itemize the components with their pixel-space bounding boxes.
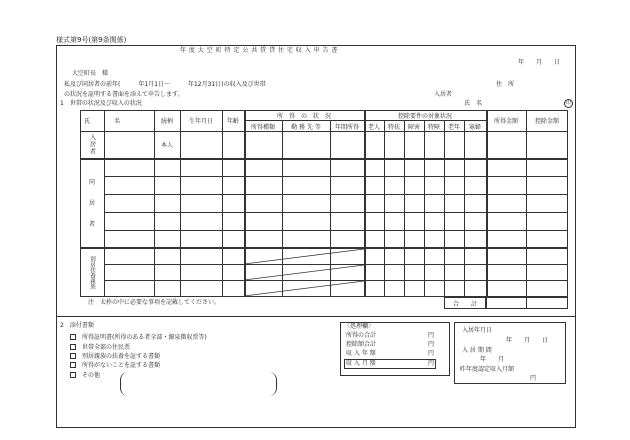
- dependent-income-strikes: [244, 247, 364, 297]
- processing-row-label: 所得の合計: [346, 332, 377, 339]
- name-label: 氏 名: [464, 100, 483, 107]
- checkbox-icon[interactable]: [70, 353, 76, 359]
- col-name-header: 氏 名: [84, 118, 121, 125]
- deduction-col-special-disability: 特障: [427, 123, 440, 131]
- checkbox-icon[interactable]: [70, 334, 76, 340]
- section2-title: 2 添付書類: [60, 322, 94, 329]
- deduction-col-elderly: 老人: [367, 123, 380, 131]
- income-col-annual: 年間所得: [334, 123, 359, 131]
- checkbox-icon[interactable]: [70, 344, 76, 350]
- declaration-line2: の状況を証明する書面を添えて申告します。: [64, 91, 184, 98]
- move-in-date-label: 入居年月日: [462, 327, 493, 334]
- processing-title: 〈処理欄〉: [344, 323, 375, 330]
- income-col-employer: 勤 務 先 等: [291, 123, 321, 131]
- move-in-date-value: 年 月 日: [506, 337, 549, 344]
- attachment-item[interactable]: 世帯全部の住民票: [70, 344, 130, 351]
- deduction-col-widow: 寡婦: [468, 123, 481, 131]
- deduction-group-header: 控除要件の対象状況: [397, 112, 452, 120]
- deduction-col-special-dependent: 特扶: [387, 123, 400, 131]
- address-label: 住 所: [496, 81, 515, 88]
- checkbox-icon[interactable]: [70, 362, 76, 368]
- attachment-item[interactable]: 所得がないことを証する書類: [70, 362, 160, 369]
- row-label-resident: 入居者: [88, 134, 96, 155]
- move-in-period-label: 入 居 期 間: [462, 347, 492, 354]
- processing-row-unit: 円: [428, 350, 435, 357]
- section1-title: 1 世帯の状況及び収入の状況: [60, 100, 142, 107]
- row-label-dependent: 別居扶養親族: [89, 256, 95, 289]
- processing-row-label: 収 入 年 額: [346, 350, 376, 357]
- resident-label: 入居者: [434, 91, 453, 98]
- attachment-item[interactable]: その他: [70, 372, 100, 379]
- form-title: 年 度 大 空 町 特 定 公 共 賃 貸 住 宅 収 入 申 告 書: [180, 47, 338, 54]
- processing-row-unit: 円: [428, 341, 435, 348]
- certified-income-unit: 円: [530, 375, 537, 382]
- col-birth-header: 生年月日: [188, 118, 213, 125]
- col-relation-header: 続柄: [160, 118, 173, 125]
- resident-relation: 本人: [160, 142, 173, 149]
- table-note: 注 太枠の中に必要な事項を記載してください。: [88, 299, 221, 306]
- processing-row-label: 収 入 月 額: [346, 360, 376, 367]
- declaration-line1: 私及び同居者の前年( 年1月1日～ 年12月31日)の収入及び世帯: [64, 81, 266, 88]
- deduction-col-senior: 老年: [447, 123, 460, 131]
- attachment-item[interactable]: 別居親族の扶養を証する書類: [70, 353, 160, 360]
- date-line: 年 月 日: [518, 59, 561, 66]
- row-label-cohabitant-3: 者: [88, 220, 95, 228]
- processing-row-unit: 円: [428, 332, 435, 339]
- seal-mark: 印: [565, 100, 571, 106]
- col-income-amount-header: 所得金額: [493, 118, 518, 125]
- col-age-header: 年齢: [226, 118, 239, 125]
- total-label: 合 計: [452, 300, 477, 308]
- deduction-col-disability: 障害: [407, 123, 420, 131]
- processing-row-label: 控除額合計: [346, 341, 377, 348]
- form-number: 様式第9号(第9条関係): [56, 36, 127, 44]
- certified-income-label: 昨年度認定収入月額: [460, 366, 515, 373]
- col-deduction-amount-header: 控除金額: [534, 118, 559, 125]
- income-col-type: 所得種類: [250, 123, 275, 131]
- total-value-box: [486, 297, 568, 309]
- row-label-cohabitant-1: 同: [88, 178, 95, 186]
- addressee: 大空町長 様: [72, 70, 109, 77]
- row-label-cohabitant-2: 居: [88, 199, 95, 207]
- attachment-item[interactable]: 所得証明書(所得のある者全部・源泉徴収票等): [70, 334, 207, 341]
- income-group-header: 所 得 の 状 況: [276, 112, 331, 120]
- processing-row-unit: 円: [428, 360, 435, 367]
- move-in-period-value: 年 月: [480, 356, 505, 363]
- checkbox-icon[interactable]: [70, 372, 76, 378]
- other-bracket-field[interactable]: [120, 372, 277, 396]
